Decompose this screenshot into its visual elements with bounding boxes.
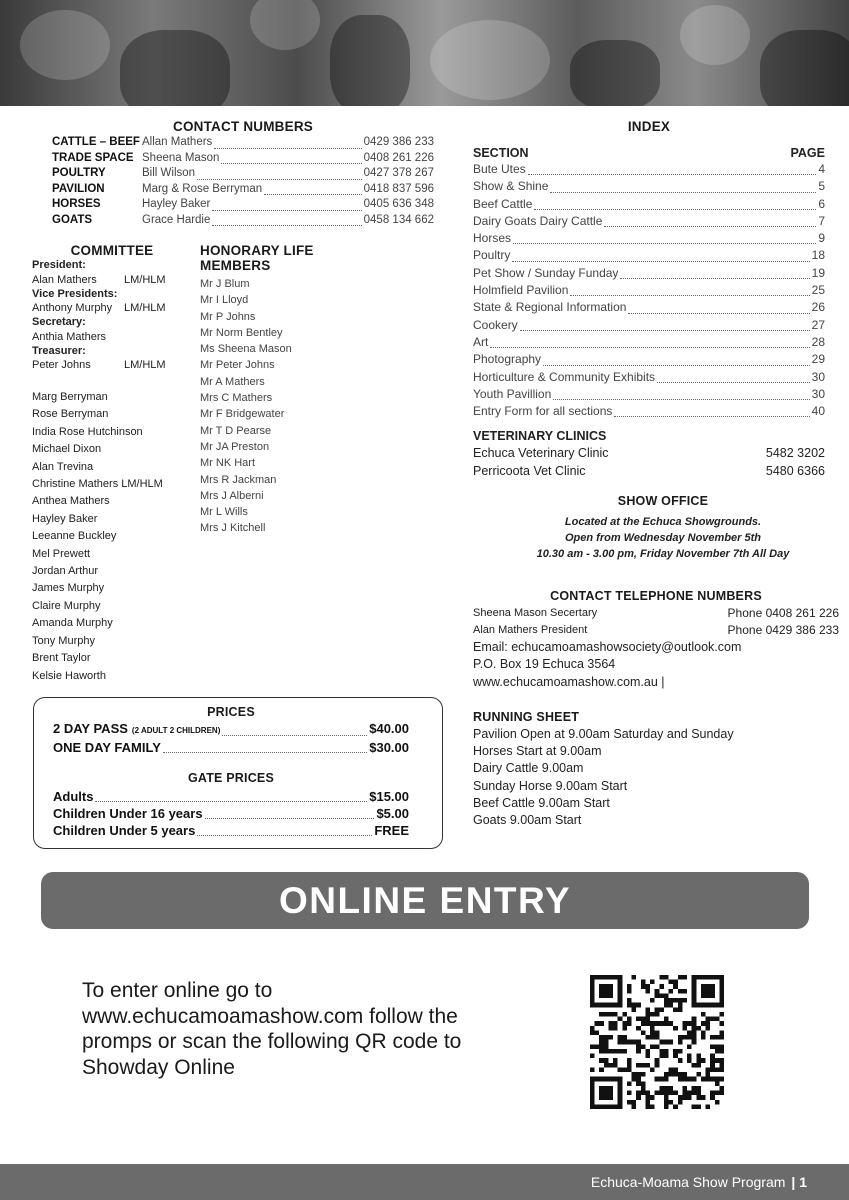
- contact-email[interactable]: Email: echucamoamashowsociety@outlook.com: [473, 640, 742, 654]
- contact-telephone-title: CONTACT TELEPHONE NUMBERS: [550, 589, 762, 603]
- index-page-number: 40: [811, 404, 825, 419]
- contact-numbers-title: CONTACT NUMBERS: [173, 119, 313, 134]
- committee-section: [32, 243, 202, 685]
- telephone-row: [473, 622, 839, 639]
- president-name: Alan Mathers: [32, 273, 97, 286]
- committee-member: Brent Taylor: [32, 652, 91, 665]
- index-page-number: 7: [818, 213, 825, 228]
- vet-clinics-title: VETERINARY CLINICS: [473, 429, 607, 444]
- index-row[interactable]: [473, 403, 825, 420]
- price-value: $40.00: [369, 721, 409, 736]
- contact-category: TRADE SPACE: [52, 151, 134, 164]
- honorary-member: Mr L Wills: [200, 506, 248, 519]
- committee-member: Leeanne Buckley: [32, 530, 117, 543]
- index-row[interactable]: [473, 196, 825, 213]
- index-page-label: PAGE: [790, 146, 825, 160]
- price-label: 2 DAY PASS: [53, 721, 128, 736]
- dot-leader: [212, 210, 361, 211]
- contact-name: Allan Mathers: [142, 136, 213, 148]
- contact-category: HORSES: [52, 198, 101, 210]
- honorary-member: Mr T D Pearse: [200, 424, 272, 437]
- dot-leader: [163, 752, 367, 753]
- footer-page-number: | 1: [791, 1174, 807, 1190]
- dot-leader: [534, 209, 816, 210]
- contact-category: GOATS: [52, 213, 93, 226]
- honorary-member: Mrs J Kitchell: [200, 522, 266, 535]
- contact-phone: 0427 378 267: [363, 167, 434, 179]
- contact-name: Hayley Baker: [142, 198, 211, 210]
- dot-leader: [620, 278, 809, 279]
- index-page-number: 5: [818, 179, 825, 194]
- dot-leader: [214, 148, 361, 149]
- index-page-number: 19: [811, 265, 825, 280]
- treasurer-name: Peter Johns: [32, 359, 91, 371]
- index-page-number: 27: [811, 317, 825, 332]
- index-page-number: 6: [818, 196, 825, 211]
- show-office-title: SHOW OFFICE: [617, 494, 709, 508]
- index-page-number: 4: [818, 162, 825, 176]
- index-section-name: Show & Shine: [473, 179, 549, 194]
- contact-row: [52, 198, 434, 214]
- running-sheet-section: [473, 708, 833, 829]
- contact-name: Marg & Rose Berryman: [142, 182, 263, 195]
- contact-phone: 0429 386 233: [363, 136, 434, 148]
- index-row[interactable]: [473, 299, 825, 316]
- dot-leader: [657, 382, 810, 383]
- contact-category: PAVILION: [52, 182, 105, 195]
- index-row[interactable]: [473, 247, 825, 264]
- index-section-name: Beef Cattle: [473, 196, 533, 211]
- committee-member: Hayley Baker: [32, 512, 98, 525]
- show-office-section: [473, 494, 849, 562]
- telephone-row: [473, 605, 839, 622]
- index-section-name: Art: [473, 334, 489, 349]
- show-office-line: Located at the Echuca Showgrounds.: [564, 516, 762, 528]
- contact-row: [52, 152, 434, 168]
- index-row[interactable]: [473, 369, 825, 386]
- index-section-name: Horticulture & Community Exhibits: [473, 369, 656, 384]
- vet-clinic-name: Perricoota Vet Clinic: [473, 463, 586, 478]
- gate-price-row: [53, 788, 409, 805]
- website-link[interactable]: www.echucamoamashow.com.au |: [473, 674, 665, 689]
- committee-member: Jordan Arthur: [32, 565, 99, 578]
- dot-leader: [222, 735, 367, 736]
- committee-member: Christine Mathers LM/HLM: [32, 478, 163, 491]
- committee-member: James Murphy: [32, 582, 105, 595]
- dot-leader: [197, 179, 362, 180]
- vice-tag: LM/HLM: [124, 302, 166, 314]
- contact-phone: 0408 261 226: [363, 151, 434, 164]
- vet-clinic-row: [473, 463, 825, 481]
- honorary-member: Mr NK Hart: [200, 457, 255, 470]
- index-section-name: Holmfield Pavilion: [473, 283, 569, 298]
- show-office-line: Open from Wednesday November 5th: [564, 532, 761, 544]
- treasurer-line: [32, 358, 202, 373]
- index-section-name: State & Regional Information: [473, 300, 627, 315]
- dot-leader: [205, 818, 375, 819]
- contact-phone: 0458 134 662: [363, 213, 434, 226]
- vice-label: Vice Presidents:: [32, 287, 118, 300]
- secretary-label: Secretary:: [32, 316, 86, 328]
- index-row[interactable]: [473, 230, 825, 247]
- telephone-name: Sheena Mason Secertary: [473, 607, 598, 619]
- committee-member: Alan Trevina: [32, 460, 94, 473]
- vet-clinic-phone: 5480 6366: [765, 463, 825, 478]
- contact-phone: 0418 837 596: [363, 182, 434, 195]
- prices-box: [33, 697, 443, 849]
- telephone-phone: Phone 0408 261 226: [727, 606, 839, 620]
- honorary-member: Mr I Lloyd: [200, 294, 249, 307]
- running-sheet-line: Sunday Horse 9.00am Start: [473, 778, 628, 793]
- index-row[interactable]: [473, 334, 825, 351]
- telephone-name: Alan Mathers President: [473, 624, 588, 636]
- honorary-title-line2: MEMBERS: [200, 258, 271, 273]
- dot-leader: [212, 225, 361, 226]
- contact-name: Sheena Mason: [142, 151, 220, 164]
- gate-price-value: $15.00: [369, 789, 409, 804]
- treasurer-tag: LM/HLM: [124, 359, 166, 371]
- index-page-number: 9: [818, 231, 825, 246]
- index-section-name: Dairy Goats Dairy Cattle: [473, 213, 603, 228]
- index-section-name: Cookery: [473, 317, 518, 332]
- contact-phone: 0405 636 348: [363, 198, 434, 210]
- index-section-name: Bute Utes: [473, 162, 526, 176]
- vet-clinic-phone: 5482 3202: [765, 446, 825, 461]
- committee-member: Tony Murphy: [32, 634, 95, 647]
- dot-leader: [550, 192, 816, 193]
- qr-code-icon[interactable]: [590, 975, 724, 1109]
- index-section-name: Pet Show / Sunday Funday: [473, 265, 619, 280]
- honorary-member: Mrs J Alberni: [200, 489, 264, 502]
- show-office-line: 10.30 am - 3.00 pm, Friday November 7th All Day: [536, 548, 790, 560]
- president-line: [32, 273, 202, 288]
- index-row[interactable]: [473, 282, 825, 299]
- index-section-name: Photography: [473, 352, 542, 367]
- contact-name: Bill Wilson: [142, 167, 196, 179]
- price-label: ONE DAY FAMILY: [53, 740, 161, 755]
- vet-clinic-name: Echuca Veterinary Clinic: [473, 446, 609, 461]
- dot-leader: [520, 330, 810, 331]
- index-section: [473, 119, 825, 480]
- index-row[interactable]: [473, 386, 825, 403]
- honorary-member: Mr P Johns: [200, 310, 256, 323]
- gate-price-label: Children Under 5 years: [53, 823, 196, 838]
- dot-leader: [95, 801, 367, 802]
- running-sheet-line: Goats 9.00am Start: [473, 813, 582, 828]
- committee-member: Claire Murphy: [32, 599, 101, 612]
- honorary-member: Mrs R Jackman: [200, 473, 277, 486]
- contact-row: [52, 167, 434, 183]
- telephone-phone: Phone 0429 386 233: [727, 623, 839, 637]
- index-section-label: SECTION: [473, 146, 529, 160]
- dot-leader: [553, 399, 809, 400]
- gate-price-label: Adults: [53, 789, 94, 804]
- committee-member: Mel Prewett: [32, 547, 91, 560]
- president-tag: LM/HLM: [124, 273, 166, 286]
- president-label: President:: [32, 259, 86, 271]
- index-row[interactable]: [473, 213, 825, 230]
- honorary-member: Mr JA Preston: [200, 440, 270, 453]
- committee-member: India Rose Hutchinson: [32, 425, 143, 438]
- committee-title: COMMITTEE: [70, 243, 154, 258]
- index-header: [473, 145, 825, 161]
- honorary-member: Mr Norm Bentley: [200, 326, 283, 339]
- honorary-members-list: [200, 276, 360, 537]
- committee-members-list: [32, 389, 202, 685]
- dot-leader: [221, 163, 361, 164]
- dot-leader: [614, 416, 809, 417]
- contact-row: [52, 183, 434, 199]
- index-page-number: 25: [811, 283, 825, 298]
- contact-row: [52, 214, 434, 230]
- price-row: [53, 720, 409, 739]
- dot-leader: [543, 365, 810, 366]
- index-row[interactable]: [473, 317, 825, 334]
- committee-member: Marg Berryman: [32, 391, 108, 403]
- honorary-member: Mr Peter Johns: [200, 359, 275, 372]
- index-section-name: Entry Form for all sections: [473, 404, 613, 419]
- contact-numbers-section: [52, 119, 434, 229]
- vice-line: [32, 301, 202, 316]
- po-box: P.O. Box 19 Echuca 3564: [473, 657, 616, 672]
- index-row[interactable]: [473, 161, 825, 178]
- contact-category: CATTLE – BEEF: [52, 136, 140, 148]
- contact-telephone-section: [473, 588, 839, 691]
- dot-leader: [528, 174, 817, 175]
- gate-price-row: [53, 822, 409, 839]
- index-row[interactable]: [473, 265, 825, 282]
- honorary-member: Mrs C Mathers: [200, 392, 273, 405]
- prices-title: PRICES: [207, 705, 255, 719]
- gate-price-label: Children Under 16 years: [53, 806, 203, 821]
- index-row[interactable]: [473, 178, 825, 195]
- index-page-number: 30: [811, 369, 825, 384]
- gate-prices-title: GATE PRICES: [187, 771, 274, 785]
- price-note: (2 ADULT 2 CHILDREN): [131, 726, 221, 735]
- index-section-name: Horses: [473, 231, 512, 246]
- honorary-member: Mr F Bridgewater: [200, 408, 285, 421]
- running-sheet-line: Pavilion Open at 9.00am Saturday and Sunday: [473, 727, 734, 741]
- gate-price-row: [53, 805, 409, 822]
- online-entry-instructions: To enter online go to www.echucamoamashow.com follow the promps or scan the following QR code to Showday Online: [82, 979, 462, 1079]
- honorary-members-section: [200, 243, 360, 537]
- honorary-member: Mr J Blum: [200, 278, 250, 290]
- index-row[interactable]: [473, 351, 825, 368]
- treasurer-label: Treasurer:: [32, 344, 86, 357]
- index-page-number: 28: [811, 334, 825, 349]
- vice-name: Anthony Murphy: [32, 302, 113, 314]
- index-page-number: 26: [811, 300, 825, 315]
- committee-member: Rose Berryman: [32, 408, 109, 421]
- dot-leader: [604, 226, 816, 227]
- online-entry-banner: [41, 872, 809, 929]
- committee-member: Amanda Murphy: [32, 617, 113, 630]
- footer-program-title: Echuca-Moama Show Program: [590, 1174, 786, 1190]
- running-sheet-line: Beef Cattle 9.00am Start: [473, 795, 610, 810]
- honorary-member: Mr A Mathers: [200, 375, 265, 388]
- dot-leader: [513, 243, 816, 244]
- header-photo: [0, 0, 849, 106]
- honorary-member: Ms Sheena Mason: [200, 343, 292, 356]
- running-sheet-title: RUNNING SHEET: [473, 710, 580, 724]
- online-entry-title: ONLINE ENTRY: [278, 879, 572, 921]
- gate-price-value: FREE: [374, 823, 409, 838]
- contact-category: POULTRY: [52, 167, 106, 179]
- price-row: [53, 739, 409, 756]
- running-sheet-line: Dairy Cattle 9.00am: [473, 761, 584, 776]
- secretary-name: Anthia Mathers: [32, 330, 106, 343]
- dot-leader: [512, 261, 809, 262]
- dot-leader: [570, 295, 809, 296]
- dot-leader: [490, 347, 809, 348]
- index-title: INDEX: [627, 119, 671, 134]
- contact-row: [52, 136, 434, 152]
- dot-leader: [197, 835, 372, 836]
- index-section-name: Youth Pavillion: [473, 386, 552, 401]
- index-page-number: 30: [811, 386, 825, 401]
- committee-member: Kelsie Haworth: [32, 669, 106, 682]
- vet-clinic-row: [473, 445, 825, 463]
- gate-price-value: $5.00: [376, 806, 409, 821]
- page-footer: [0, 1164, 849, 1200]
- contact-name: Grace Hardie: [142, 213, 211, 226]
- committee-member: Michael Dixon: [32, 443, 102, 456]
- price-value: $30.00: [369, 740, 409, 755]
- committee-member: Anthea Mathers: [32, 495, 110, 508]
- index-page-number: 29: [811, 352, 825, 367]
- running-sheet-line: Horses Start at 9.00am: [473, 744, 602, 759]
- dot-leader: [264, 194, 361, 195]
- dot-leader: [628, 313, 809, 314]
- index-section-name: Poultry: [473, 248, 511, 263]
- index-page-number: 18: [811, 248, 825, 263]
- honorary-title-line1: HONORARY LIFE: [200, 243, 314, 258]
